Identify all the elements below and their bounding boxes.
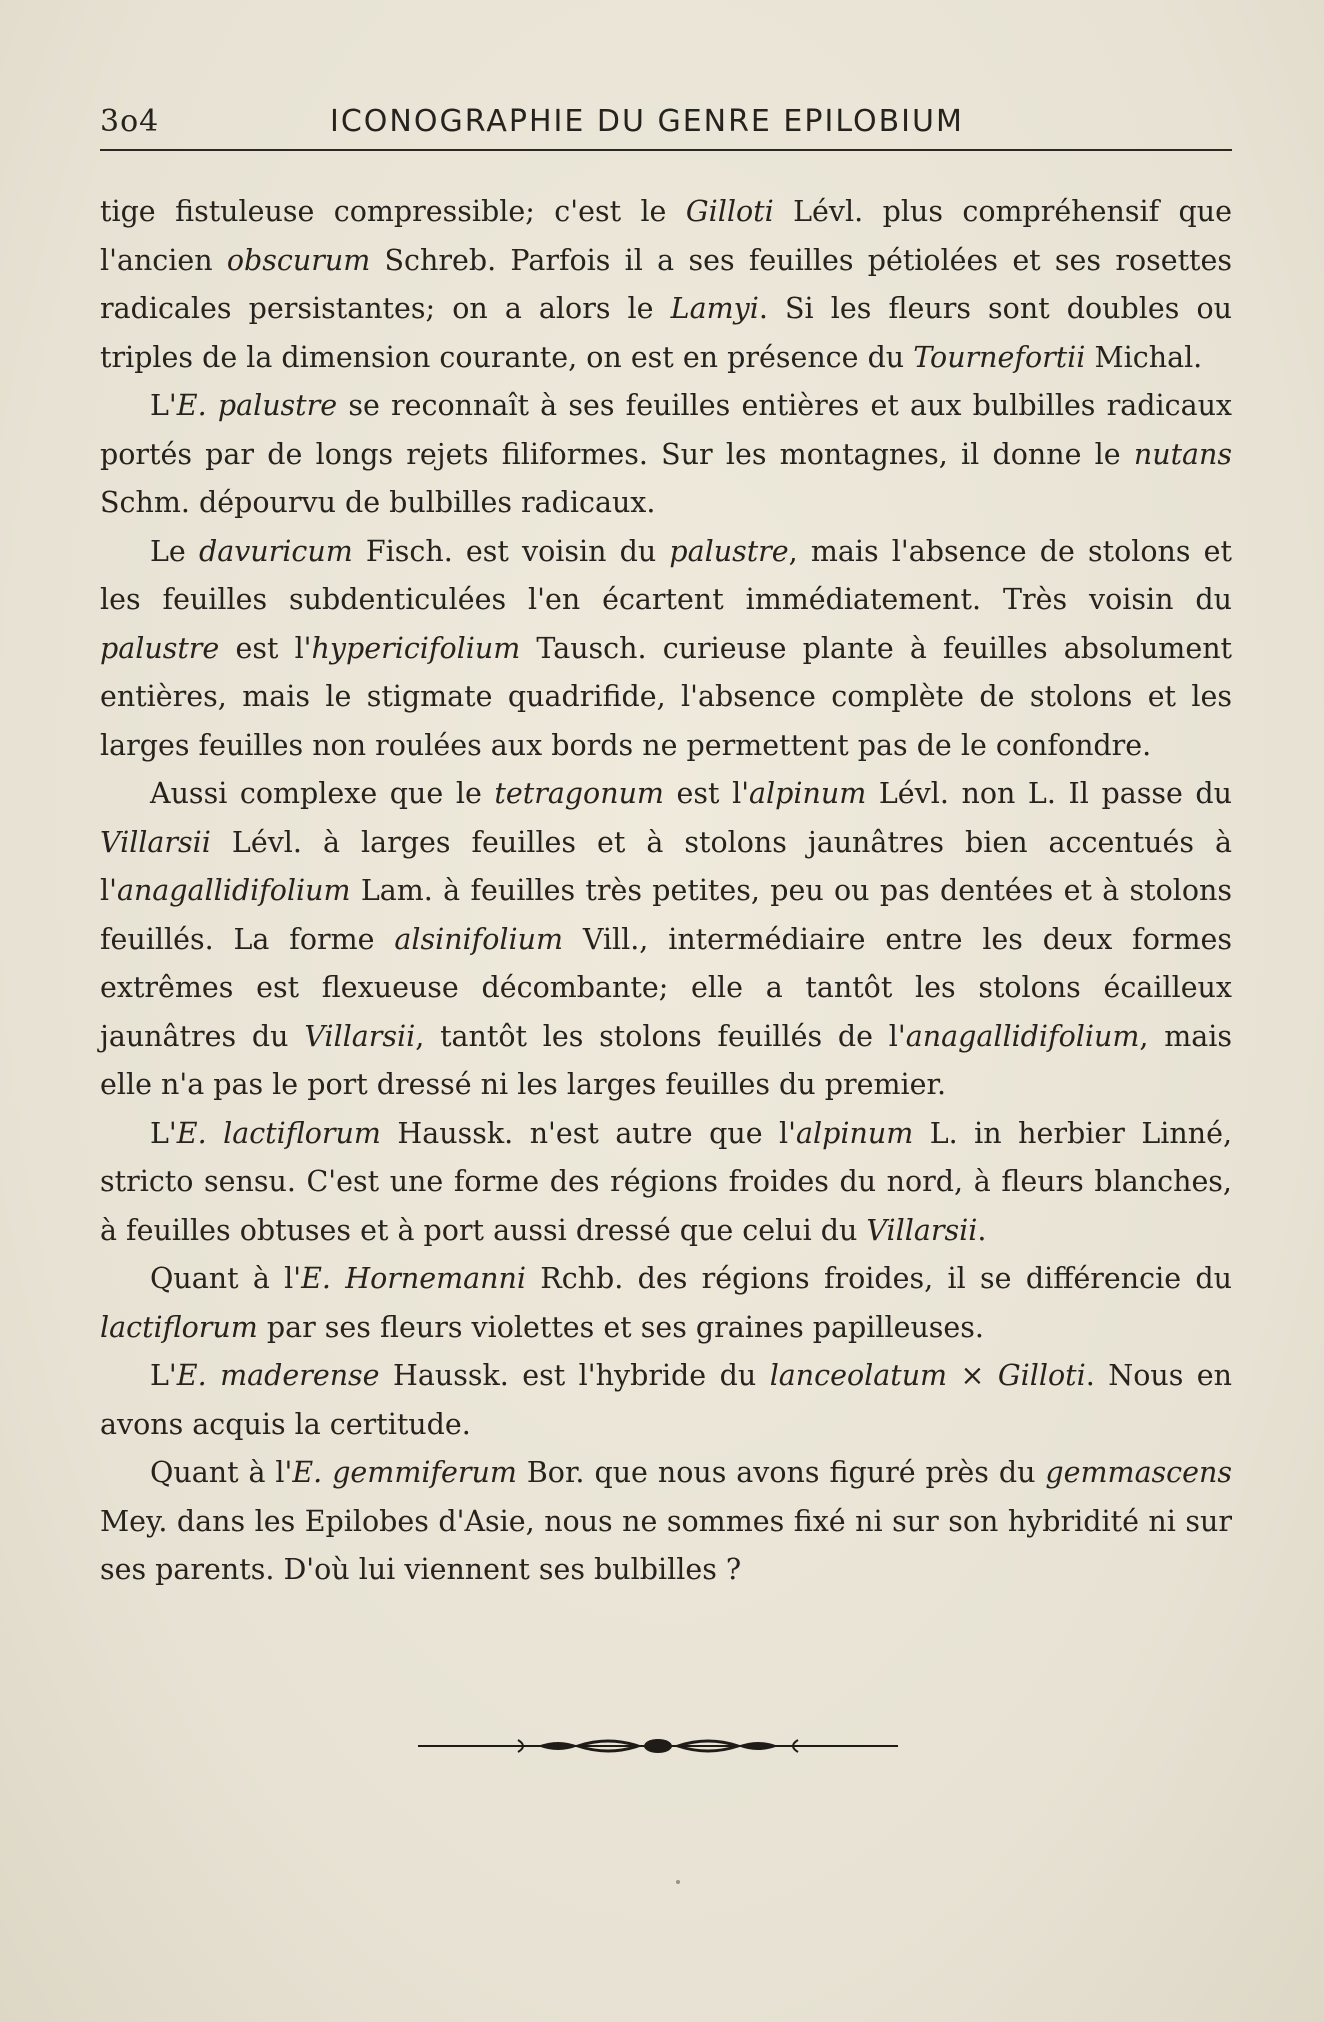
italic-taxon: lactiflorum: [100, 1310, 258, 1344]
text-run: . Si les fleurs sont doubles ou triples de la dimension courante, on est en présence du: [100, 292, 1232, 374]
text-run: Quant à l': [150, 1456, 293, 1489]
paragraph: [100, 188, 1232, 382]
italic-taxon: palustre: [100, 631, 220, 665]
text-run: par ses fleurs violettes et ses graines papilleuses.: [257, 1310, 984, 1344]
paragraph: [100, 1352, 1232, 1449]
text-run: . Nous en avons acquis la certitude.: [100, 1359, 1233, 1441]
italic-taxon: anagallidifolium: [116, 874, 351, 907]
italic-taxon: gemmascens: [1045, 1456, 1232, 1489]
text-run: Lévl. plus compréhensif que l'ancien: [100, 195, 1233, 277]
text-run: Schreb. Parfois il a ses feuilles pétiolées et ses rosettes radicales persistantes; on a alors le: [100, 243, 1232, 325]
text-run: Haussk. n'est autre que l': [380, 1116, 797, 1150]
italic-taxon: alpinum: [749, 777, 867, 810]
italic-taxon: Villarsii: [304, 1019, 416, 1053]
italic-taxon: davuricum: [198, 534, 353, 568]
italic-taxon: obscurum: [226, 243, 371, 277]
text-run: Quant à l': [150, 1262, 302, 1295]
paragraph: [100, 770, 1232, 1110]
text-run: Mey. dans les Epilobes d'Asie, nous ne sommes fixé ni sur son hybridité ni sur ses parents. D'où lui viennent ses bulbilles ?: [100, 1504, 1232, 1586]
text-run: Le: [150, 534, 199, 568]
text-run: Lévl. non L. Il passe du: [866, 777, 1233, 810]
tailpiece-ornament-icon: [418, 1734, 898, 1758]
italic-taxon: nutans: [1133, 437, 1232, 471]
italic-taxon: E. maderense: [176, 1359, 380, 1392]
running-title: ICONOGRAPHIE DU GENRE EPILOBIUM: [330, 104, 964, 139]
text-run: , mais l'absence de stolons et les feuilles subdenticulées l'en écartent immédiatement. Très voisin du: [100, 534, 1233, 616]
italic-taxon: palustre: [669, 534, 789, 568]
page-header: [100, 100, 1232, 148]
italic-taxon: E. gemmiferum: [292, 1456, 517, 1489]
text-run: Aussi complexe que le: [150, 777, 495, 810]
text-run: L': [150, 1359, 177, 1392]
paragraph: [100, 1110, 1232, 1256]
italic-taxon: Villarsii: [866, 1213, 978, 1247]
italic-taxon: anagallidifolium: [905, 1019, 1140, 1053]
text-run: ×: [947, 1359, 998, 1392]
italic-taxon: alsinifolium: [394, 922, 563, 956]
italic-taxon: Villarsii: [100, 825, 211, 859]
italic-taxon: E. lactiflorum: [176, 1116, 381, 1150]
text-run: Tausch. curieuse plante à feuilles absolument entières, mais le stigmate quadrifide, l'absence complète de stolons et les larges feuilles non roulées aux bords ne permettent pas de le confondre.: [100, 631, 1232, 762]
italic-taxon: tetragonum: [494, 777, 664, 810]
text-run: Vill., intermédiaire entre les deux formes extrêmes est flexueuse décombante; elle a tantôt les stolons écailleux jaunâtres du: [100, 922, 1232, 1053]
text-run: L': [150, 1116, 177, 1150]
text-run: , tantôt les stolons feuillés de l': [415, 1019, 906, 1053]
paragraph: [100, 1255, 1232, 1352]
text-run: Fisch. est voisin du: [352, 534, 670, 568]
italic-taxon: hypericifolium: [311, 631, 521, 665]
italic-taxon: lanceolatum: [769, 1359, 948, 1392]
text-run: Schm. dépourvu de bulbilles radicaux.: [100, 486, 656, 519]
paragraph: [100, 1449, 1232, 1595]
italic-taxon: Tournefortii: [913, 340, 1086, 374]
text-run: L. in herbier Linné, stricto sensu. C'est une forme des régions froides du nord, à fleurs blanches, à feuilles obtuses et à port aussi dressé que celui du: [100, 1116, 1233, 1247]
page-number: 3o4: [100, 104, 160, 139]
text-run: .: [977, 1213, 987, 1247]
italic-taxon: Gilloti: [685, 195, 774, 228]
text-run: L': [150, 389, 177, 422]
text-run: , mais elle n'a pas le port dressé ni les larges feuilles du premier.: [100, 1019, 1232, 1101]
text-run: tige fistuleuse compressible; c'est le: [100, 195, 686, 228]
paragraph: [100, 528, 1232, 771]
speck: [676, 1880, 680, 1884]
italic-taxon: Gilloti: [997, 1359, 1086, 1392]
text-run: est l': [663, 777, 750, 810]
text-run: Haussk. est l'hybride du: [379, 1359, 770, 1392]
header-rule: [100, 149, 1232, 151]
body-text: [100, 188, 1232, 1595]
italic-taxon: alpinum: [796, 1116, 914, 1150]
italic-taxon: Lamyi: [670, 292, 759, 325]
italic-taxon: E. Hornemanni: [301, 1262, 526, 1295]
text-run: Bor. que nous avons figuré près du: [516, 1456, 1046, 1489]
text-run: est l': [219, 631, 312, 665]
text-run: Rchb. des régions froides, il se différencie du: [525, 1262, 1232, 1295]
text-run: Michal.: [1085, 340, 1203, 374]
text-run: Lam. à feuilles très petites, peu ou pas dentées et à stolons feuillés. La forme: [100, 874, 1232, 956]
text-run: se reconnaît à ses feuilles entières et aux bulbilles radicaux portés par de longs rejets filiformes. Sur les montagnes, il donne le: [100, 389, 1233, 471]
italic-taxon: E. palustre: [176, 389, 338, 422]
paragraph: [100, 382, 1232, 528]
text-run: Lévl. à larges feuilles et à stolons jaunâtres bien accentués à l': [100, 825, 1232, 907]
